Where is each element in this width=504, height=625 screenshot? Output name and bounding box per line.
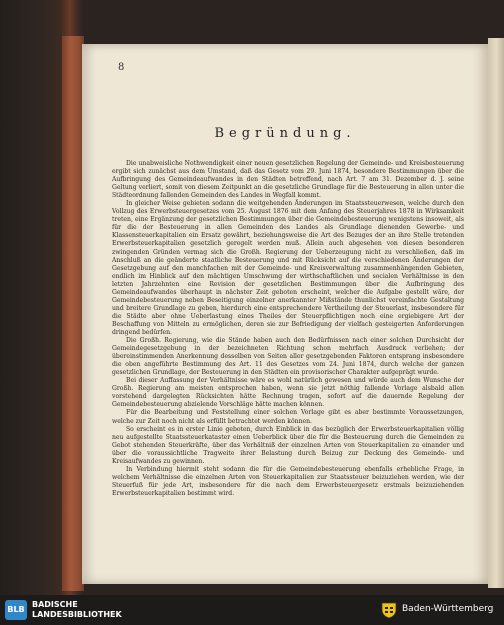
page-heading: Begründung.	[214, 126, 356, 141]
paragraph: In gleicher Weise gebieten sodann die weitgehenden Änderungen im Staatssteuerwesen, welche durch den Vollzug des Erwerbsteuergesetzes vom 25. August 1876 mit dem Anfang des Steuerjahres 1878 in Wirksamkeit treten, eine Ergänzung der gesetzlichen Bestimmungen über die Gemeindebesteuerung wenigstens insoweit, als für die der Besteuerung in allen Gemeinden des Landes als Grundlage dienenden Gewerbe- und Klassensteuerkapitalien ein Ersatz gewährt, beziehungsweise die Art des Bezuges der an ihre Stelle tretenden Erwerbsteuerkapitalien gesetzlich geregelt werden muß. Allein auch abgesehen von diesen besonderen zwingenden Gründen vermag sich die Großh. Regierung der Ueberzeugung nicht zu verschließen, daß im Anschluß an die geänderte staatliche Besteuerung und mit Rücksicht auf die verschiedenen Änderungen der Gesetzgebung auf den manchfachen mit der Gemeinde- und Kreisverwaltung zusammenhängenden Gebieten, endlich im Hinblick auf den mächtigen Umschwung der wirthschaftlichen und socialen Verhältnisse in den letzten Jahrzehnten eine Revision der gesetzlichen Bestimmungen über die Aufbringung des Gemeindeaufwandes überhaupt in nächster Zeit geboten erscheint, welcher die Aufgabe gestellt wäre, der Gemeindebesteuerung neben Beseitigung einzelner anerkannter Mißstände thunlichst vereinfachte Gestaltung und breitere Grundlage zu geben, hierdurch eine entsprechendere Vertheilung der Steuerlast, insbesondere für die Städte aber ohne Ueberlastung eines Theiles der Steuerpflichtigen noch eine ergiebigere Art der Beschaffung von Mitteln zu ermöglichen, deren sie zur Befriedigung der vielfach gesteigerten Anforderungen dringend bedürfen.	[112, 200, 464, 336]
book-cover-edge	[62, 36, 84, 591]
paragraph: In Verbindung hiermit steht sodann die für die Gemeindebesteuerung ebenfalls erhebliche Frage, in welchem Verhältnisse die einzelnen Arten von Steuerkapitalien zur Staatssteuer beizuziehen werden, wie der Steuerfuß für jede Art, insbesondere für die nach dem Erwerbsteuergesetz erstmals beizuziehenden Erwerbsteuerkapitalien bestimmt wird.	[112, 465, 464, 497]
page-edge-right	[488, 38, 504, 588]
page-number: 8	[118, 62, 125, 73]
paragraph: Bei dieser Auffassung der Verhältnisse wäre es wohl natürlich gewesen und würde auch dem Wunsche der Großh. Regierung am meisten entsprochen haben, wenn sie jetzt nöthig fallende Vorlage alsbald allen vorstehend dargelegten Rücksichten hätte Rechnung tragen, sofort auf die dauernde Regelung der Gemeindebesteuerung abzielende Vorschläge hätte machen können.	[112, 377, 464, 409]
paragraph: Für die Bearbeitung und Feststellung einer solchen Vorlage gibt es aber bestimmte Voraussetzungen, welche zur Zeit noch nicht als erfüllt betrachtet werden können.	[112, 409, 464, 425]
body-text	[112, 160, 464, 498]
library-name-line1: BADISCHE	[32, 600, 78, 609]
library-name[interactable]	[32, 600, 122, 620]
paragraph: Die unabweisliche Nothwendigkeit einer neuen gesetzlichen Regelung der Gemeinde- und Kreisbesteuerung ergibt sich zunächst aus dem Umstand, daß das Gesetz vom 29. Juni 1874, besondere Bestimmungen über die Aufbringung des Gemeindeaufwandes in den Städten betreffend, nach Art. 7 am 31. Dezember d. J. seine Geltung verliert, somit von diesem Zeitpunkt an die gesetzliche Grundlage für die Besteuerung in allen unter die Städteordnung fallenden Gemeinden des Landes in Wegfall kommt.	[112, 160, 464, 200]
bw-crest-icon	[380, 601, 398, 619]
paragraph: Die Großh. Regierung, wie die Stände haben auch den Bedürfnissen nach einer solchen Durchsicht der Gemeindegesetzgebung in der bezeichneten Richtung schon mehrfach Ausdruck verliehen; der übereinstimmenden Anerkennung desselben von Seiten aller gesetzgebenden Faktoren entsprang insbesondere die oben angeführte Bestimmung des Art. 11 des Gesetzes vom 24. Juni 1874, durch welche der ganzen gesetzlichen Grundlage, der Besteuerung in den Städten ein provisorischer Charakter aufgeprägt wurde.	[112, 337, 464, 377]
state-name[interactable]: Baden-Württemberg	[402, 604, 494, 614]
library-name-line2: LANDESBIBLIOTHEK	[32, 610, 122, 619]
paragraph: So erscheint es in erster Linie geboten, durch Einblick in das bezüglich der Erwerbsteuerkapitalien völlig neu aufgestellte Staatssteuerkataster einen Ueberblick über die für die Besteuerung durch die Gemeinden zu Gebot stehenden Steuerkräfte, über das Verhältniß der einzelnen Arten von Steuerkapitalien zu einander und über die voraussichtliche Tragweite ihrer Belastung durch Beizug zur Deckung des Gemeinde- und Kreisaufwandes zu gewinnen.	[112, 425, 464, 465]
blb-logo[interactable]: BLB	[5, 600, 27, 620]
